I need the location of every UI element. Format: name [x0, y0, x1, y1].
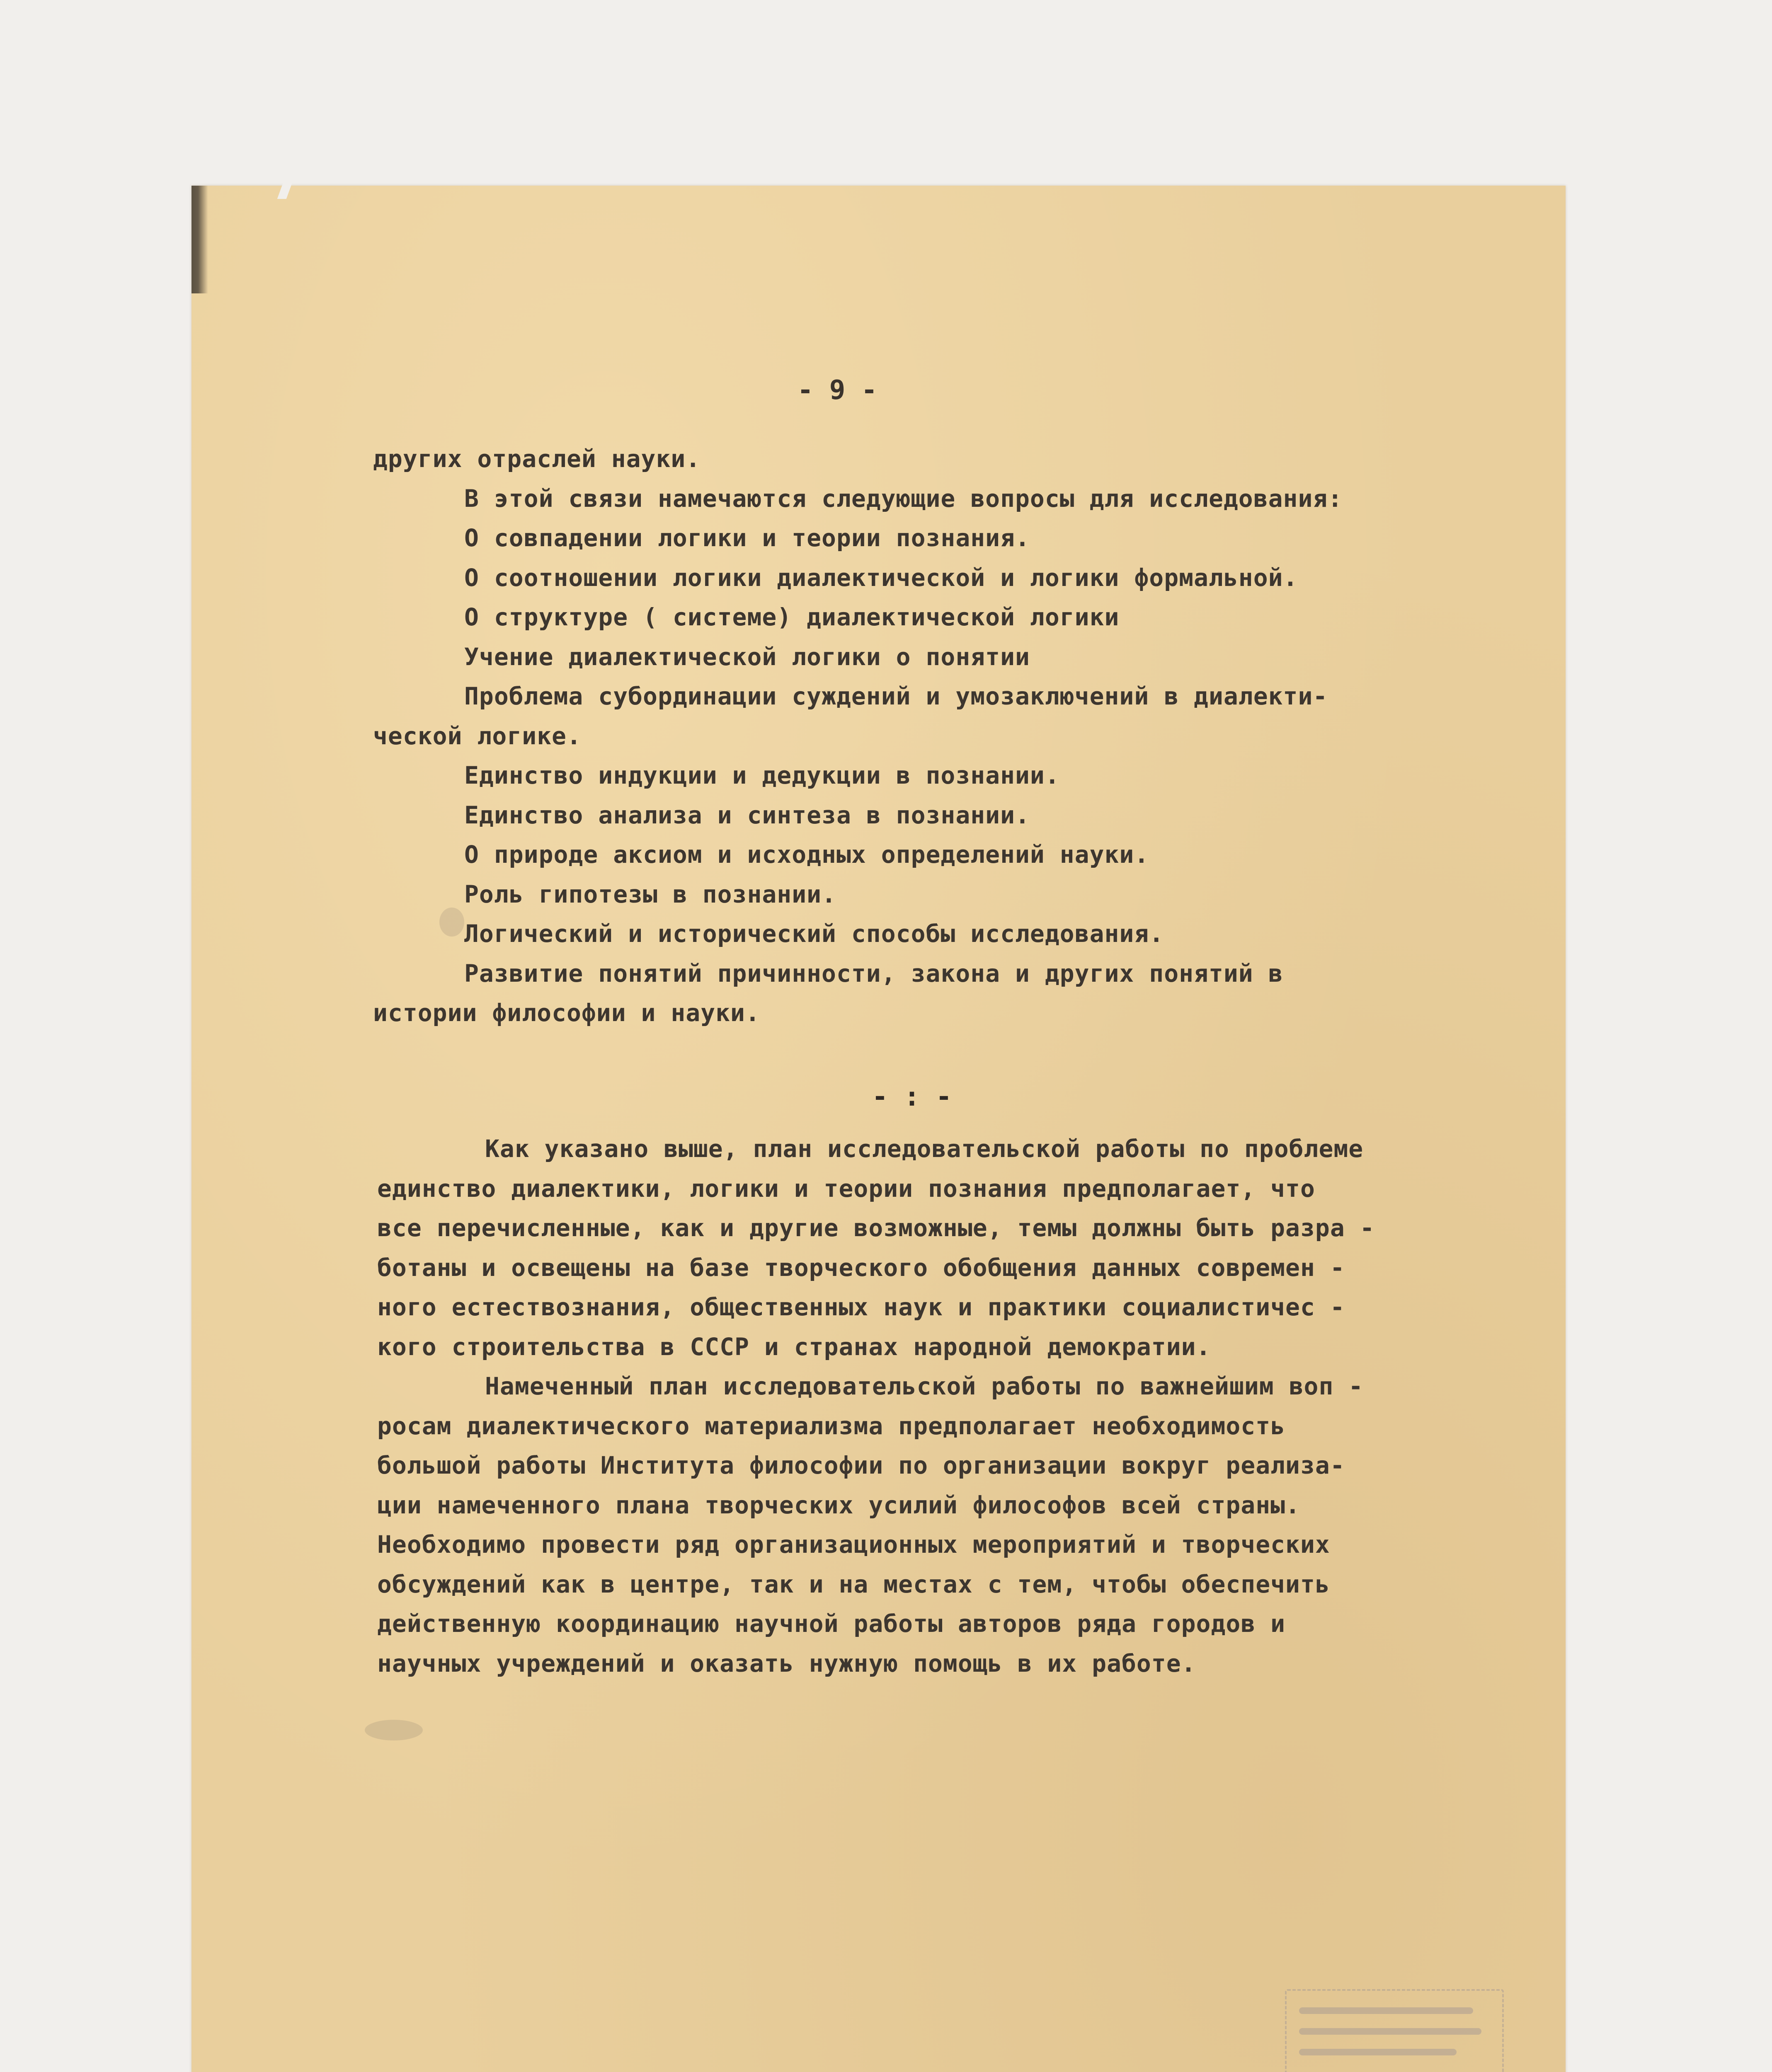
text-line: Учение диалектической логики о понятии: [464, 642, 1030, 671]
binding-edge: [192, 186, 208, 293]
text-line: Единство анализа и синтеза в познании.: [464, 801, 1030, 829]
text-line: Намеченный план исследовательской работы по важнейшим воп -: [485, 1372, 1364, 1400]
text-line: ботаны и освещены на базе творческого обобщения данных современ -: [377, 1253, 1345, 1282]
page-number: - 9 -: [797, 375, 878, 406]
text-line: кого строительства в СССР и странах народной демократии.: [377, 1332, 1211, 1361]
ink-smudge: [365, 1720, 423, 1740]
text-line: научных учреждений и оказать нужную помощь в их работе.: [377, 1649, 1196, 1677]
text-line: все перечисленные, как и другие возможные, темы должны быть разра -: [377, 1214, 1375, 1242]
text-line: Проблема субординации суждений и умозаключений в диалекти-: [464, 682, 1328, 710]
text-line: росам диалектического материализма предполагает необходимость: [377, 1411, 1286, 1440]
body-text-part2: [377, 1129, 1496, 1683]
text-line: О природе аксиом и исходных определений науки.: [464, 840, 1149, 869]
text-line: Как указано выше, план исследовательской работы по проблеме: [485, 1135, 1364, 1163]
text-line: Необходимо провести ряд организационных мероприятий и творческих: [377, 1530, 1330, 1559]
text-line: ции намеченного плана творческих усилий философов всей страны.: [377, 1491, 1300, 1519]
text-line: Единство индукции и дедукции в познании.: [464, 761, 1060, 789]
text-line: ческой логике.: [373, 721, 582, 750]
archive-stamp: [1285, 1989, 1504, 2072]
text-line: Роль гипотезы в познании.: [464, 880, 836, 908]
body-text-part1: [373, 439, 1476, 1033]
text-line: других отраслей науки.: [373, 445, 701, 473]
text-line: О совпадении логики и теории познания.: [464, 524, 1030, 552]
text-line: ного естествознания, общественных наук и практики социалистичес -: [377, 1293, 1345, 1321]
text-line: действенную координацию научной работы авторов ряда городов и: [377, 1610, 1286, 1638]
text-line: истории философии и науки.: [373, 999, 760, 1027]
text-line: большой работы Института философии по организации вокруг реализа-: [377, 1451, 1345, 1479]
text-line: Логический и исторический способы исследования.: [464, 920, 1164, 948]
text-line: О структуре ( системе) диалектической логики: [464, 603, 1120, 631]
text-line: О соотношении логики диалектической и логики формальной.: [464, 563, 1298, 592]
text-line: обсуждений как в центре, так и на местах с тем, чтобы обеспечить: [377, 1570, 1330, 1598]
text-line: Развитие понятий причинности, закона и других понятий в: [464, 959, 1283, 988]
section-separator: - : -: [872, 1082, 952, 1112]
ink-smudge: [439, 908, 464, 937]
text-line: единство диалектики, логики и теории познания предполагает, что: [377, 1174, 1315, 1203]
text-line: В этой связи намечаются следующие вопросы для исследования:: [464, 484, 1343, 513]
